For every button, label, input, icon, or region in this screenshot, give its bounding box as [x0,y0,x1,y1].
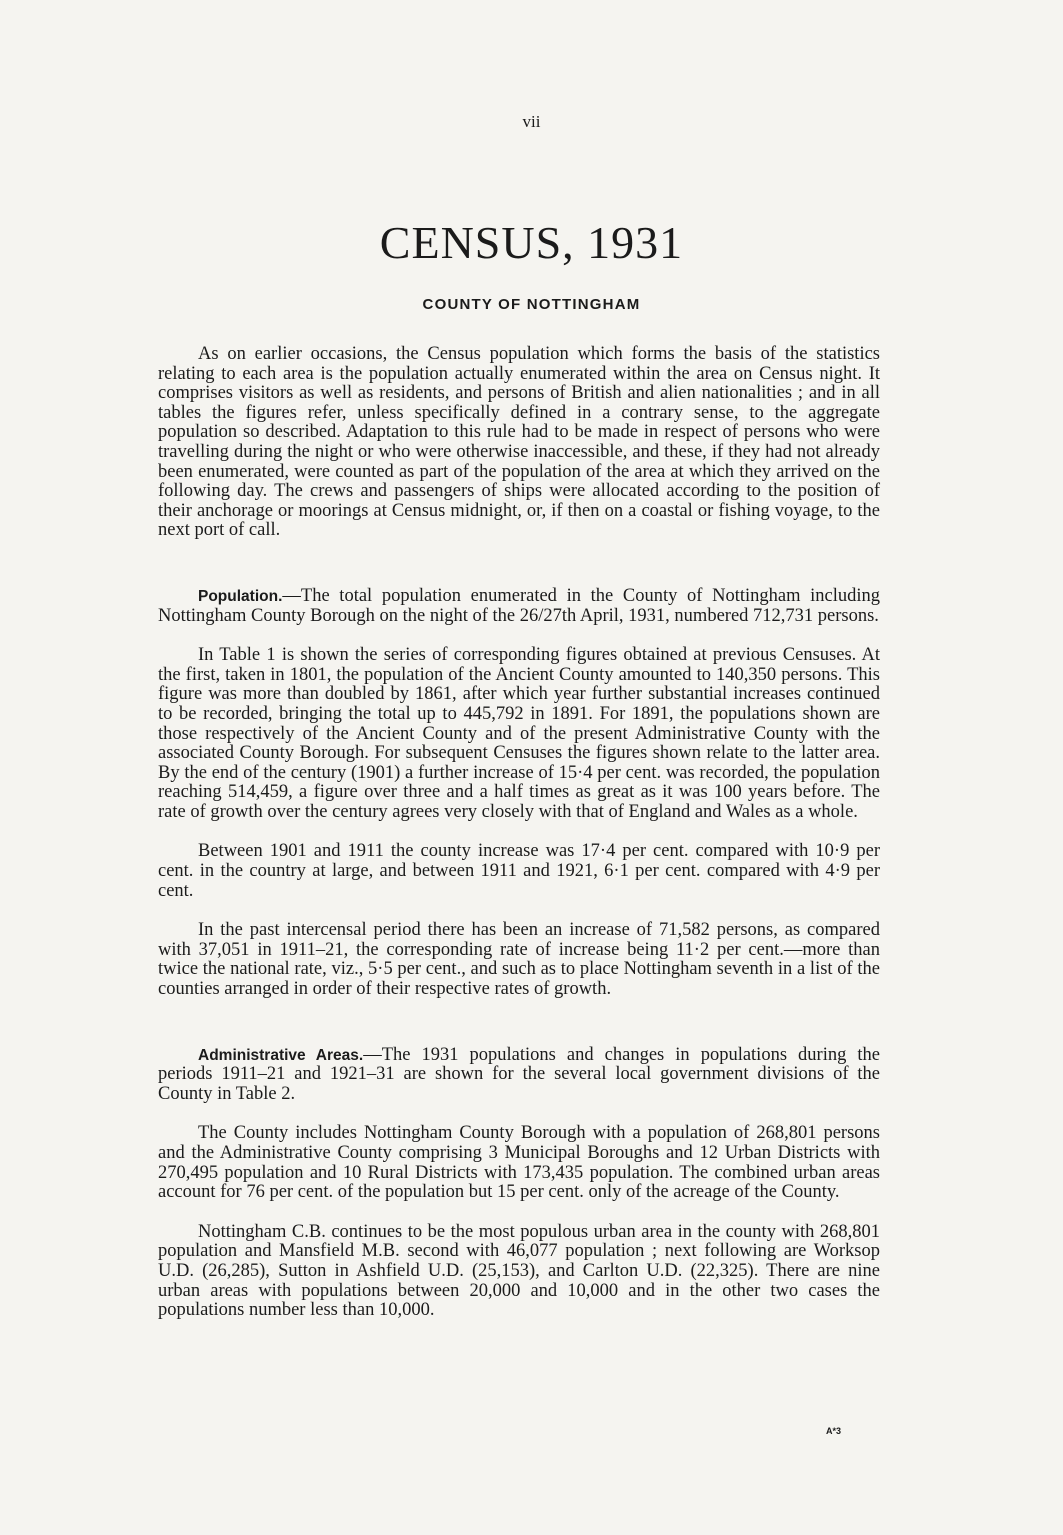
paragraph-population [158,587,880,626]
paragraph-intercensal: In the past intercensal period there has been an increase of 71,582 persons, as compared with 37,051 in 1911–21, the corresponding rate of increase being 11·2 per cent.—more than twice the national rate, viz., 5·5 per cent., and such as to place Nottingham seventh in a list of the counties arranged in order of their respective rates of growth. [158,920,880,1000]
section-heading-administrative-areas: Administrative Areas. [198,1046,364,1064]
page-number: vii [522,112,541,131]
page-title: CENSUS, 1931 [379,217,684,268]
signature-mark: A*3 [826,1426,842,1436]
paragraph-table1: In Table 1 is shown the series of corresponding figures obtained at previous Censuses. At the first, taken in 1801, the population of the Ancient County amounted to 140,350 persons. This figure was more than doubled by 1861, after which year further substantial increases continued to be recorded, bringing the total up to 445,792 in 1891. For 1891, the populations shown are those respectively of the Ancient County and of the present Administrative County with the associated County Borough. For subsequent Censuses the figures shown relate to the latter area. By the end of the century (1901) a further increase of 15·4 per cent. was recorded, the population reaching 514,459, a figure over three and a half times as great as it was 100 years before. The rate of growth over the century agrees very closely with that of England and Wales as a whole. [158,645,880,822]
section-heading-population: Population. [198,587,283,605]
paragraph-population-text: —The total population enumerated in the County of Nottingham including Nottingham County Borough on the night of the 26/27th April, 1931, numbered 712,731 persons. [158,585,880,626]
paragraph-growth-1901-1921: Between 1901 and 1911 the county increase was 17·4 per cent. compared with 10·9 per cent. in the country at large, and between 1911 and 1921, 6·1 per cent. compared with 4·9 per cent. [158,841,880,901]
body-text [158,345,880,1321]
page-subtitle: COUNTY OF NOTTINGHAM [422,296,641,313]
paragraph-county-composition: The County includes Nottingham County Borough with a population of 268,801 persons and the Administrative County comprising 3 Municipal Boroughs and 12 Urban Districts with 270,495 population and 10 Rural Districts with 173,435 population. The combined urban areas account for 76 per cent. of the population but 15 per cent. only of the acreage of the County. [158,1123,880,1203]
paragraph-administrative-areas-text: —The 1931 populations and changes in populations during the periods 1911–21 and 1921–31 are shown for the several local government divisions of the County in Table 2. [158,1044,880,1104]
paragraph-urban-areas: Nottingham C.B. continues to be the most populous urban area in the county with 268,801 population and Mansfield M.B. second with 46,077 population ; next following are Worksop U.D. (26,285), Sutton in Ashfield U.D. (25,153), and Carlton U.D. (22,325). There are nine urban areas with populations between 20,000 and 10,000 and in the other two cases the populations number less than 10,000. [158,1221,880,1321]
paragraph-administrative-areas [158,1046,880,1105]
paragraph-intro: As on earlier occasions, the Census population which forms the basis of the statistics relating to each area is the population actually enumerated within the area on Census night. It comprises visitors as well as residents, and persons of British and alien nationalities ; and in all tables the figures refer, unless specifically defined in a contrary sense, to the aggregate population so described. Adaptation to this rule had to be made in respect of persons who were travelling during the night or who were otherwise inaccessible, and these, if they had not already been enumerated, were counted as part of the population of the area at which they arrived on the following day. The crews and passengers of ships were allocated according to the position of their anchorage or moorings at Census midnight, or, if then on a coastal or fishing voyage, to the next port of call. [158,344,880,541]
